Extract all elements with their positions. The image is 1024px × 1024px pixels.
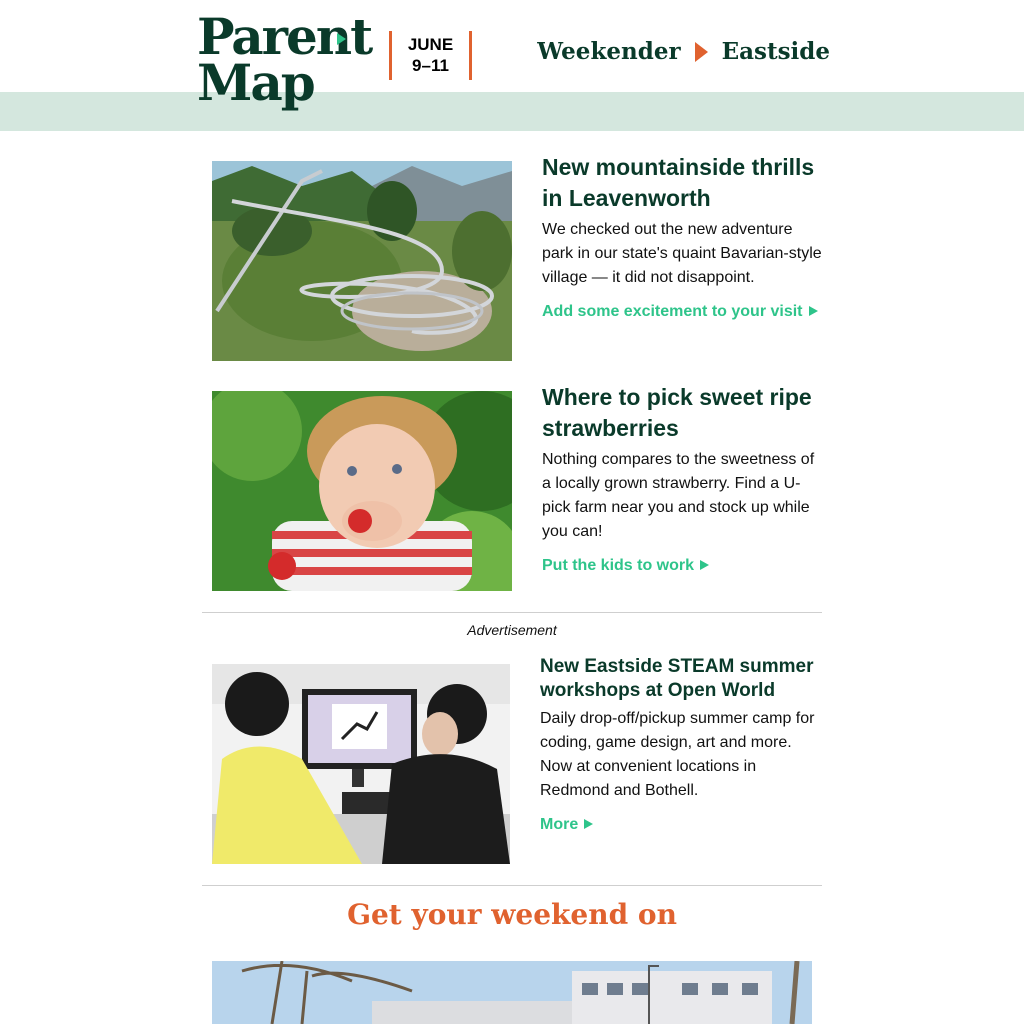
edition-eastside[interactable]: Eastside (721, 38, 830, 65)
parentmap-logo[interactable] (197, 7, 372, 122)
story-cta-link[interactable] (542, 554, 709, 578)
issue-date-range: 9–11 (412, 56, 449, 75)
logo-arrow-icon (337, 33, 346, 45)
story-strawberries-text (542, 384, 824, 578)
divider (202, 612, 822, 613)
weekend-feature-photo[interactable] (212, 961, 812, 1024)
advertisement-label: Advertisement (467, 622, 557, 638)
play-arrow-icon (809, 306, 818, 316)
ad-open-world (212, 656, 822, 864)
edition-breadcrumb (537, 38, 830, 65)
kids-coding-photo[interactable] (212, 664, 510, 864)
story-leavenworth-text (542, 154, 824, 324)
ad-open-world-text (540, 656, 822, 837)
story-leavenworth (212, 154, 822, 361)
child-strawberry-photo[interactable] (212, 391, 512, 591)
story-description: Nothing compares to the sweetness of a locally grown strawberry. Find a U-pick farm near you and stock up while you can! (542, 451, 815, 540)
divider (202, 885, 822, 886)
story-cta-label: Put the kids to work (542, 557, 695, 574)
ad-title[interactable]: New Eastside STEAM summer workshops at Open World (540, 656, 814, 701)
breadcrumb-arrow-icon (695, 42, 708, 62)
header-band (0, 92, 1024, 131)
story-title[interactable]: Where to pick sweet ripe strawberries (542, 384, 812, 441)
issue-date-month: JUNE (407, 35, 454, 54)
logo-word-parent: Parent (197, 7, 372, 66)
story-cta-label: Add some excitement to your visit (542, 303, 803, 320)
weekend-section-heading: Get your weekend on (347, 898, 677, 931)
play-arrow-icon (700, 560, 709, 570)
logo-word-map: Map (197, 53, 314, 112)
mountain-coaster-photo[interactable] (212, 161, 512, 361)
story-title[interactable]: New mountainside thrills in Leavenworth (542, 154, 815, 211)
ad-description: Daily drop-off/pickup summer camp for coding, game design, art and more. Now at convenient locations in Redmond and Bothell. (540, 710, 815, 799)
edition-weekender[interactable]: Weekender (537, 38, 681, 65)
play-arrow-icon (584, 819, 593, 829)
story-description: We checked out the new adventure park in our state's quaint Bavarian-style village — it did not disappoint. (542, 221, 822, 286)
issue-date (389, 31, 472, 80)
ad-more-label: More (540, 816, 579, 833)
story-strawberries (212, 384, 822, 591)
story-cta-link[interactable] (542, 300, 818, 324)
ad-more-link[interactable] (540, 813, 593, 837)
